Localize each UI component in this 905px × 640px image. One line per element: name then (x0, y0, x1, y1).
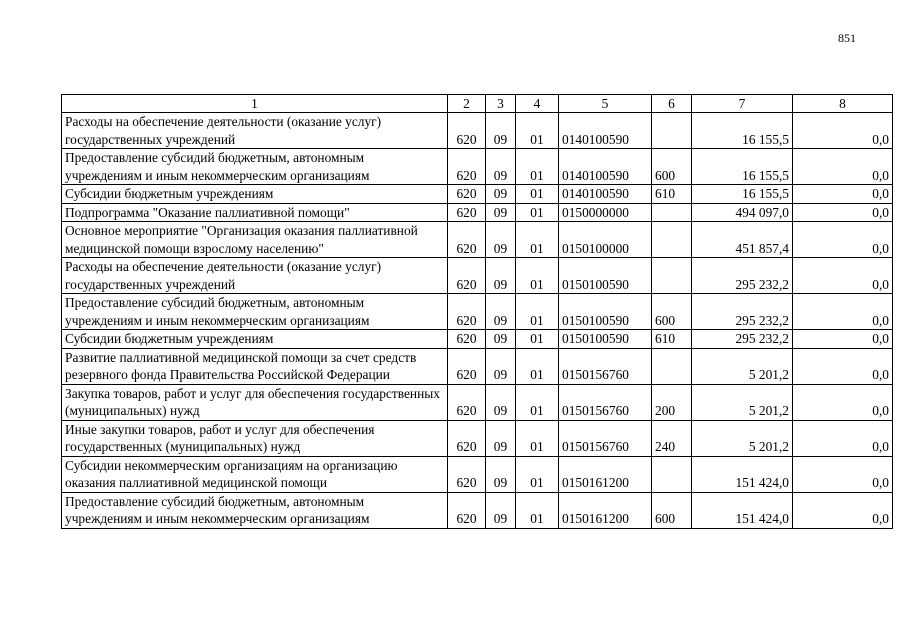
expense-type-cell: 600 (652, 149, 692, 185)
expense-type-cell: 200 (652, 384, 692, 420)
subsection-code-cell: 01 (516, 420, 559, 456)
table-row (62, 222, 893, 258)
ministry-code-cell: 620 (448, 294, 486, 330)
amount-cell: 295 232,2 (692, 294, 793, 330)
section-code-cell: 09 (486, 258, 516, 294)
header-cell-3: 3 (486, 95, 516, 113)
table-row (62, 185, 893, 204)
subsection-code-cell: 01 (516, 384, 559, 420)
header-cell-6: 6 (652, 95, 692, 113)
expense-type-cell (652, 456, 692, 492)
row-name-cell: Расходы на обеспечение деятельности (оказание услуг) государственных учреждений (62, 258, 448, 294)
section-code-cell: 09 (486, 113, 516, 149)
amount-2-cell: 0,0 (793, 258, 893, 294)
amount-cell: 151 424,0 (692, 492, 793, 528)
header-cell-2: 2 (448, 95, 486, 113)
amount-cell: 5 201,2 (692, 348, 793, 384)
amount-cell: 5 201,2 (692, 420, 793, 456)
row-name-cell: Субсидии бюджетным учреждениям (62, 185, 448, 204)
section-code-cell: 09 (486, 348, 516, 384)
table-row (62, 492, 893, 528)
ministry-code-cell: 620 (448, 203, 486, 222)
section-code-cell: 09 (486, 456, 516, 492)
table-row (62, 348, 893, 384)
section-code-cell: 09 (486, 294, 516, 330)
amount-cell: 16 155,5 (692, 149, 793, 185)
header-cell-7: 7 (692, 95, 793, 113)
amount-2-cell: 0,0 (793, 113, 893, 149)
target-code-cell: 0150100000 (559, 222, 652, 258)
amount-2-cell: 0,0 (793, 330, 893, 349)
ministry-code-cell: 620 (448, 420, 486, 456)
row-name-cell: Субсидии некоммерческим организациям на организацию оказания паллиативной медицинской помощи (62, 456, 448, 492)
row-name-cell: Предоставление субсидий бюджетным, автономным учреждениям и иным некоммерческим организациям (62, 492, 448, 528)
subsection-code-cell: 01 (516, 258, 559, 294)
amount-2-cell: 0,0 (793, 222, 893, 258)
subsection-code-cell: 01 (516, 492, 559, 528)
page-number: 851 (838, 31, 856, 45)
header-cell-8: 8 (793, 95, 893, 113)
row-name-cell: Расходы на обеспечение деятельности (оказание услуг) государственных учреждений (62, 113, 448, 149)
expense-type-cell (652, 113, 692, 149)
target-code-cell: 0150156760 (559, 420, 652, 456)
expense-type-cell: 600 (652, 294, 692, 330)
ministry-code-cell: 620 (448, 149, 486, 185)
expense-type-cell (652, 348, 692, 384)
expense-type-cell: 240 (652, 420, 692, 456)
section-code-cell: 09 (486, 185, 516, 204)
subsection-code-cell: 01 (516, 149, 559, 185)
section-code-cell: 09 (486, 492, 516, 528)
amount-2-cell: 0,0 (793, 149, 893, 185)
subsection-code-cell: 01 (516, 113, 559, 149)
amount-cell: 151 424,0 (692, 456, 793, 492)
table-row (62, 294, 893, 330)
amount-cell: 16 155,5 (692, 185, 793, 204)
ministry-code-cell: 620 (448, 113, 486, 149)
amount-cell: 451 857,4 (692, 222, 793, 258)
expense-type-cell (652, 258, 692, 294)
header-row (62, 95, 893, 113)
ministry-code-cell: 620 (448, 185, 486, 204)
amount-cell: 16 155,5 (692, 113, 793, 149)
expense-type-cell: 600 (652, 492, 692, 528)
amount-2-cell: 0,0 (793, 456, 893, 492)
amount-cell: 5 201,2 (692, 384, 793, 420)
target-code-cell: 0140100590 (559, 149, 652, 185)
table-row (62, 420, 893, 456)
table-row (62, 384, 893, 420)
section-code-cell: 09 (486, 222, 516, 258)
target-code-cell: 0150000000 (559, 203, 652, 222)
amount-cell: 295 232,2 (692, 330, 793, 349)
target-code-cell: 0140100590 (559, 185, 652, 204)
target-code-cell: 0150156760 (559, 384, 652, 420)
row-name-cell: Развитие паллиативной медицинской помощи за счет средств резервного фонда Правительства Российской Федерации (62, 348, 448, 384)
row-name-cell: Основное мероприятие "Организация оказания паллиативной медицинской помощи взрослому населению" (62, 222, 448, 258)
amount-cell: 494 097,0 (692, 203, 793, 222)
table-row (62, 113, 893, 149)
amount-2-cell: 0,0 (793, 420, 893, 456)
table-row (62, 149, 893, 185)
amount-2-cell: 0,0 (793, 348, 893, 384)
ministry-code-cell: 620 (448, 348, 486, 384)
expense-type-cell (652, 222, 692, 258)
table-row (62, 203, 893, 222)
subsection-code-cell: 01 (516, 222, 559, 258)
ministry-code-cell: 620 (448, 492, 486, 528)
header-cell-5: 5 (559, 95, 652, 113)
row-name-cell: Иные закупки товаров, работ и услуг для обеспечения государственных (муниципальных) нужд (62, 420, 448, 456)
target-code-cell: 0150161200 (559, 492, 652, 528)
budget-table (61, 94, 893, 529)
target-code-cell: 0150100590 (559, 258, 652, 294)
row-name-cell: Субсидии бюджетным учреждениям (62, 330, 448, 349)
section-code-cell: 09 (486, 420, 516, 456)
subsection-code-cell: 01 (516, 330, 559, 349)
target-code-cell: 0150100590 (559, 294, 652, 330)
row-name-cell: Предоставление субсидий бюджетным, автономным учреждениям и иным некоммерческим организациям (62, 149, 448, 185)
ministry-code-cell: 620 (448, 384, 486, 420)
row-name-cell: Закупка товаров, работ и услуг для обеспечения государственных (муниципальных) нужд (62, 384, 448, 420)
amount-cell: 295 232,2 (692, 258, 793, 294)
table-row (62, 258, 893, 294)
header-cell-4: 4 (516, 95, 559, 113)
subsection-code-cell: 01 (516, 294, 559, 330)
ministry-code-cell: 620 (448, 222, 486, 258)
section-code-cell: 09 (486, 384, 516, 420)
target-code-cell: 0150156760 (559, 348, 652, 384)
ministry-code-cell: 620 (448, 330, 486, 349)
ministry-code-cell: 620 (448, 258, 486, 294)
target-code-cell: 0150100590 (559, 330, 652, 349)
amount-2-cell: 0,0 (793, 203, 893, 222)
expense-type-cell: 610 (652, 330, 692, 349)
ministry-code-cell: 620 (448, 456, 486, 492)
amount-2-cell: 0,0 (793, 185, 893, 204)
subsection-code-cell: 01 (516, 348, 559, 384)
amount-2-cell: 0,0 (793, 294, 893, 330)
subsection-code-cell: 01 (516, 456, 559, 492)
amount-2-cell: 0,0 (793, 492, 893, 528)
row-name-cell: Подпрограмма "Оказание паллиативной помощи" (62, 203, 448, 222)
table-row (62, 456, 893, 492)
table-row (62, 330, 893, 349)
subsection-code-cell: 01 (516, 185, 559, 204)
header-cell-1: 1 (62, 95, 448, 113)
expense-type-cell (652, 203, 692, 222)
target-code-cell: 0140100590 (559, 113, 652, 149)
row-name-cell: Предоставление субсидий бюджетным, автономным учреждениям и иным некоммерческим организациям (62, 294, 448, 330)
amount-2-cell: 0,0 (793, 384, 893, 420)
section-code-cell: 09 (486, 330, 516, 349)
section-code-cell: 09 (486, 149, 516, 185)
expense-type-cell: 610 (652, 185, 692, 204)
target-code-cell: 0150161200 (559, 456, 652, 492)
subsection-code-cell: 01 (516, 203, 559, 222)
section-code-cell: 09 (486, 203, 516, 222)
